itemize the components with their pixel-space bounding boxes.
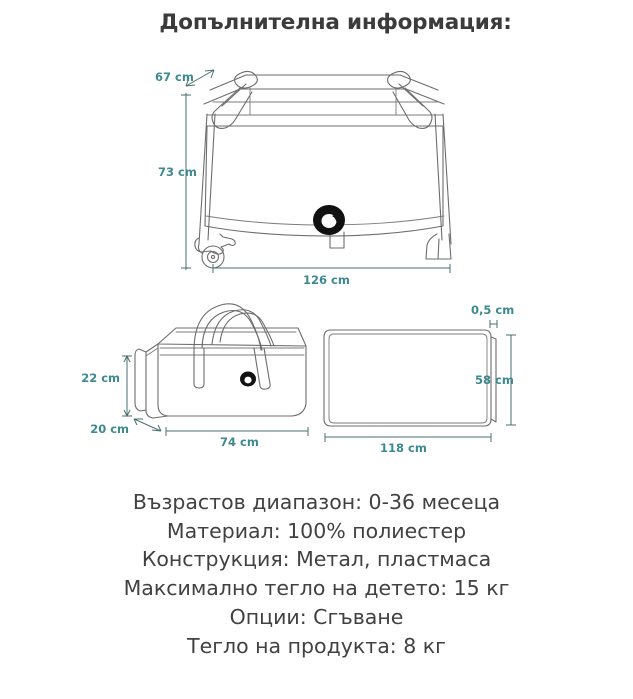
dimension-label-mattress-width: 118 cm [380,441,427,455]
dimension-mattress-width [325,433,491,455]
spec-line-options: Опции: Сгъване [229,604,404,629]
specifications-list [0,488,633,660]
spec-line-age-range: Възрастов диапазон: 0-36 месеца [132,490,501,514]
dimension-playpen-width [213,264,450,287]
dimension-mattress-thickness [471,303,514,328]
spec-line-product-weight: Тегло на продукта: 8 кг [187,633,446,658]
playpen-drawing [195,71,451,268]
bag-logo-icon [240,372,256,387]
spec-line-material: Материал: 100% полиестер [166,518,467,543]
dimension-label-playpen-width: 126 cm [303,273,350,287]
carry-bag-drawing [135,304,306,418]
brand-logo-icon [313,205,345,235]
dimension-label-bag-length: 74 cm [220,435,259,449]
dimension-label-mattress-height: 58 cm [475,373,514,387]
page-title: Допълнителна информация: [159,10,512,35]
dimension-playpen-height [158,93,197,270]
dimension-label-mattress-thickness: 0,5 cm [471,303,515,317]
dimension-playpen-depth [155,70,214,86]
dimension-bag-height [81,356,132,416]
dimension-label-bag-height: 22 cm [81,371,120,385]
spec-line-construction: Конструкция: Метал, пластмаса [141,547,492,572]
dimension-bag-depth [90,419,161,436]
dimension-diagrams [0,48,633,458]
dimension-label-bag-depth: 20 cm [90,422,129,436]
dimension-label-playpen-height: 73 cm [158,165,197,179]
dimension-bag-length [166,427,308,449]
mattress-drawing [324,330,496,426]
dimension-label-playpen-depth: 67 cm [155,70,194,84]
spec-line-max-weight: Максимално тегло на детето: 15 кг [123,576,510,601]
